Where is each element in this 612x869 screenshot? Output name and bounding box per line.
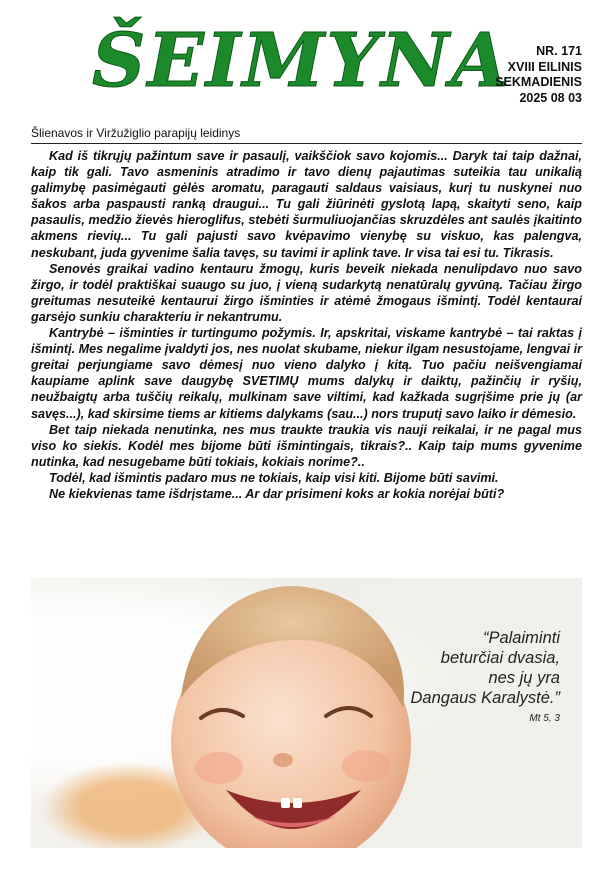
article-paragraph: Kad iš tikrųjų pažintum save ir pasaulį, vaikščiok savo kojomis... Daryk tai taip dažnai, kaip tik gali. Tavo asmeninis atradimo ir tavo dienų pajautimas suteikia tau unikalią galimybę pasimėgauti gėlės aromatu, paragauti saldaus vaisiaus, kurį tu nuskynei nuo šakos arba paspausti ranką draugui... Tu gali žiūrinėti gyslotą lapą, skaityti seno, kaip pasaulis, medžio žievės hieroglifus, stebėti šurmuliuojančias skruzdėles ant saulės įkaitinto akmens rievių... Tu gali pajusti savo kvėpavimo vienybę su viskuo, kas palengva, neskubant, juda gyvenime šalia tavęs, su tavimi ir aplink tave. Ir visa tai esi tu. Tikrasis.: [31, 149, 582, 260]
issue-number: NR. 171: [536, 44, 582, 58]
issue-series: XVIII EILINIS: [507, 59, 582, 74]
quote-line: Dangaus Karalystė.”: [410, 689, 560, 707]
laughing-baby-illustration: [141, 578, 441, 848]
quote-reference: Mt 5, 3: [529, 713, 560, 724]
article-paragraph: Todėl, kad išmintis padaro mus ne tokiais, kaip visi kiti. Bijome būti savimi.: [49, 470, 499, 485]
article-paragraph: Senovės graikai vadino kentauru žmogų, kuris beveik niekada nenulipdavo nuo savo žirgo, ir todėl praktiškai suaugo su juo, į vieną sudarkytą nenatūralų gyvūną. Tačiau žirgo greitumas nesuteikė kentaurui žirgo išminties ir atėmė žmogaus išmintį. Todėl kentaurai garsėjo sunkiu charakteriu ir nekantrumu.: [31, 261, 582, 324]
article-paragraph: Bet taip niekada nenutinka, nes mus traukte traukia vis nauji reikalai, ir ne pagal mus viso ko siekis. Kodėl mes bijome būti išmintingais, tikrais?.. Kaip taip mums gyvenime nutinka, kad nesugebame būti tokiais, kokiais norime?..: [31, 422, 582, 469]
quote-line: beturčiai dvasia,: [440, 649, 560, 667]
quote-line: “Palaiminti: [482, 629, 560, 647]
issue-info: [495, 44, 582, 106]
article-paragraph: Kantrybė – išminties ir turtingumo požymis. Ir, apskritai, viskame kantrybė – tai raktas į išmintį. Mes negalime įvaldyti jos, nes nuolat skubame, niekur ilgam nesustojame, lengvai ir greitai perjungiame savo dėmesį nuo vieno dalyko į kitą. Tuo pačiu neišvengiamai kaupiame aplink save daugybę SVETIMŲ mums dalykų ir daiktų, pažinčių ir ryšių, neužbaigtų arba tuščių reikalų, mulkinam save viltimi, kad kažkada sugrįšime prie jų (ar savęs...), kad skirsime tiems ar kitiems dalykams (sau...) nors truputį savo laiko ir dėmesio.: [31, 326, 582, 421]
article-paragraph: Ne kiekvienas tame išdrįstame... Ar dar prisimeni koks ar kokia norėjai būti?: [49, 486, 505, 501]
issue-day: SEKMADIENIS: [495, 75, 582, 89]
quote-line: nes jų yra: [488, 669, 560, 687]
scripture-quote: [411, 628, 561, 726]
article-body: [31, 148, 582, 502]
baby-photo: [31, 578, 582, 848]
issue-date: 2025 08 03: [519, 90, 582, 105]
newsletter-title: ŠEIMYNA: [92, 18, 511, 104]
masthead: [0, 0, 612, 140]
subtitle-rule: [31, 124, 582, 144]
subtitle: Šlienavos ir Viržužiglio parapijų leidinys: [31, 126, 241, 140]
